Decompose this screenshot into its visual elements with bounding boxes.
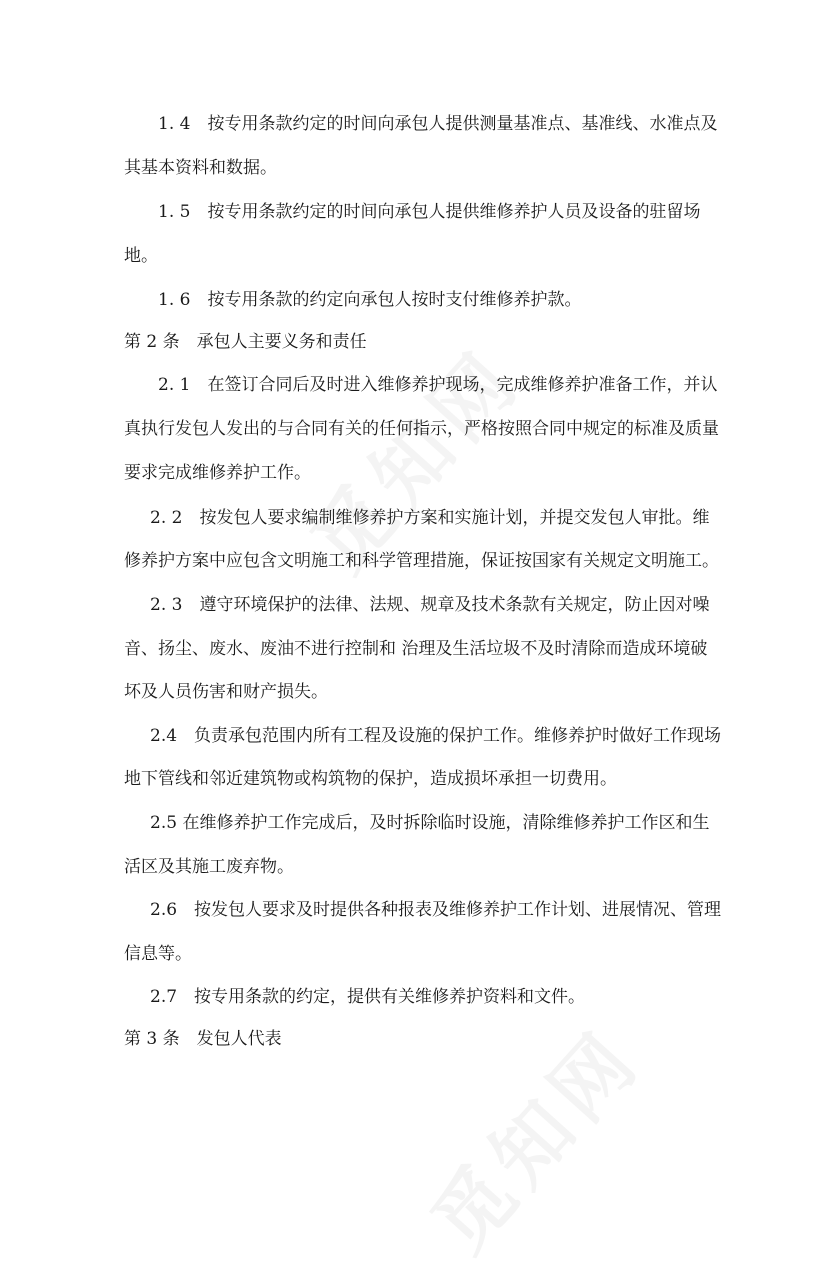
text-line: 要求完成维修养护工作。 <box>124 463 311 483</box>
text-line: 修养护方案中应包含文明施工和科学管理措施，保证按国家有关规定文明施工。 <box>124 551 719 571</box>
text-line: 2.4 负责承包范围内所有工程及设施的保护工作。维修养护时做好工作现场 <box>150 726 722 746</box>
text-line: 2. 3 遵守环境保护的法律、法规、规章及技术条款有关规定，防止因对噪 <box>150 595 710 615</box>
text-line: 2.5 在维修养护工作完成后，及时拆除临时设施，清除维修养护工作区和生 <box>150 813 710 833</box>
section-heading: 第 3 条 发包人代表 <box>124 1029 282 1049</box>
text-line: 信息等。 <box>124 944 192 964</box>
section-heading: 第 2 条 承包人主要义务和责任 <box>124 332 367 352</box>
text-line: 1. 6 按专用条款的约定向承包人按时支付维修养护款。 <box>158 290 582 310</box>
text-line: 地下管线和邻近建筑物或构筑物的保护，造成损坏承担一切费用。 <box>124 769 617 789</box>
text-line: 真执行发包人发出的与合同有关的任何指示，严格按照合同中规定的标准及质量 <box>124 419 719 439</box>
text-line: 音、扬尘、废水、废油不进行控制和 治理及生活垃圾不及时清除而造成环境破 <box>124 639 708 659</box>
text-line: 2. 2 按发包人要求编制维修养护方案和实施计划，并提交发包人审批。维 <box>150 508 710 528</box>
text-line: 2.7 按专用条款的约定，提供有关维修养护资料和文件。 <box>150 987 586 1007</box>
text-line: 1. 4 按专用条款约定的时间向承包人提供测量基准点、基准线、水准点及 <box>158 114 718 134</box>
text-line: 其基本资料和数据。 <box>124 158 277 178</box>
text-line: 活区及其施工废弃物。 <box>124 857 294 877</box>
text-line: 2. 1 在签订合同后及时进入维修养护现场，完成维修养护准备工作，并认 <box>158 375 718 395</box>
text-line: 2.6 按发包人要求及时提供各种报表及维修养护工作计划、进展情况、管理 <box>150 900 722 920</box>
text-line: 1. 5 按专用条款约定的时间向承包人提供维修养护人员及设备的驻留场 <box>158 202 701 222</box>
text-line: 地。 <box>124 246 158 266</box>
text-line: 坏及人员伤害和财产损失。 <box>124 682 328 702</box>
